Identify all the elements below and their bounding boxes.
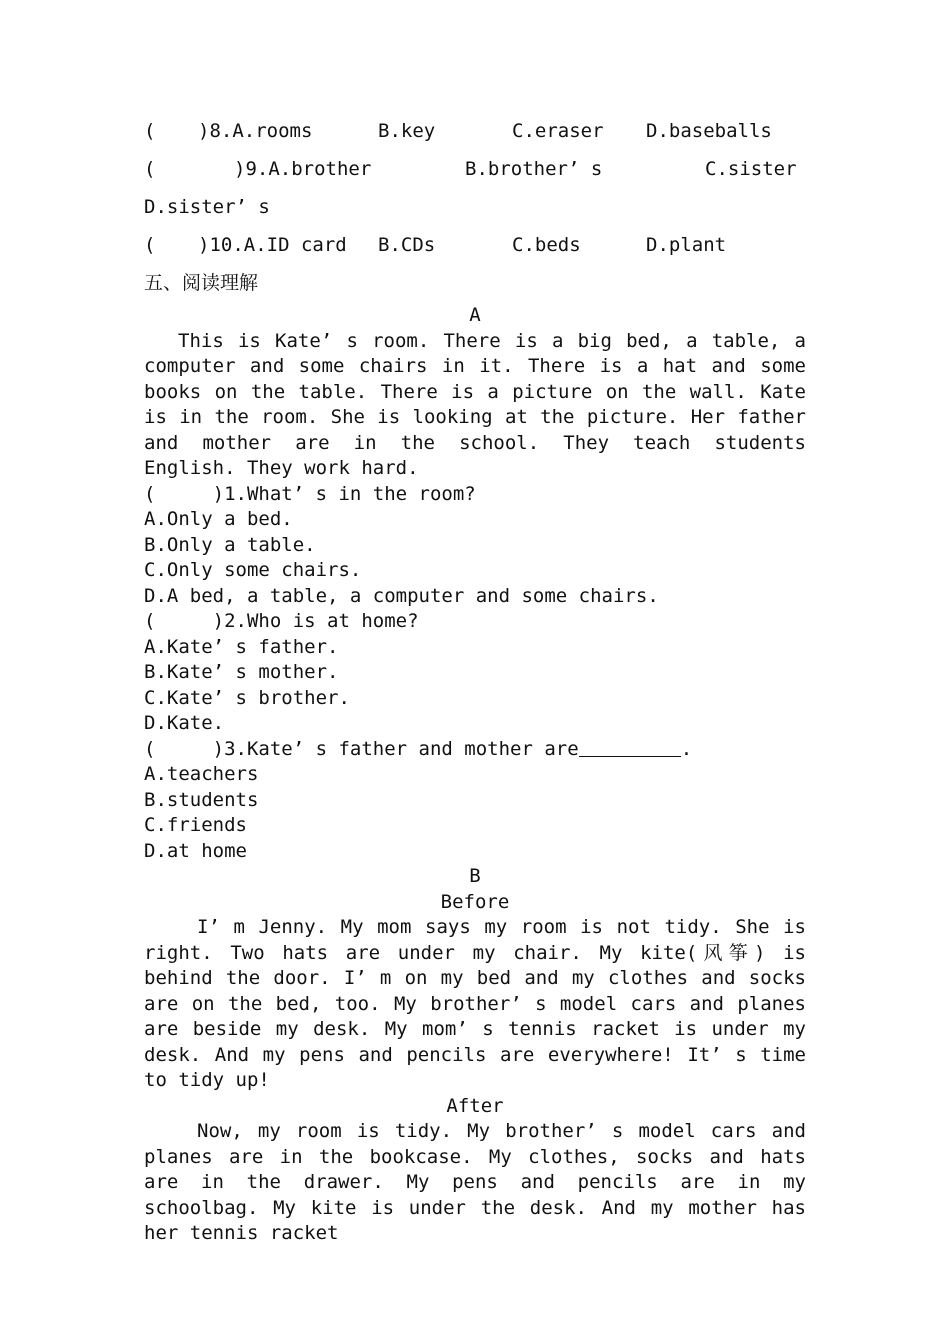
- question-1-option: C.Only some chairs.: [144, 559, 362, 581]
- question-1-option: B.Only a table.: [144, 533, 316, 556]
- section-title: 五、阅读理解: [144, 272, 259, 294]
- q8-option-c: C.eraser: [512, 120, 604, 142]
- question-3-option: D.at home: [144, 839, 247, 862]
- question-1-option: D.A bed, a table, a computer and some chairs.: [144, 584, 659, 607]
- answer-paren: (: [144, 120, 156, 142]
- question-9: [144, 150, 806, 188]
- question-2-stem: ( )2.Who is at home?: [144, 610, 419, 632]
- q10-option-d: D.plant: [646, 234, 727, 256]
- passage-b-label: B: [469, 865, 481, 887]
- question-1-stem: ( )1.What’ s in the room?: [144, 482, 476, 505]
- q9-option-d: D.sister’ s: [144, 196, 270, 218]
- worksheet-page: [144, 112, 806, 1247]
- q10-option-c: C.beds: [512, 234, 581, 256]
- question-8: [144, 112, 806, 150]
- passage-a-text: This is Kate’ s room. There is a big bed, a table, a computer and some chairs in it. There is a hat and some books on the table. There is a picture on the wall. Kate is in the room. She is looking at the picture. Her father and mother are in the school. They teach students English. They work hard.: [144, 329, 806, 479]
- q8-option-b: B.key: [378, 120, 436, 142]
- q9-option-c: C.sister: [705, 158, 797, 180]
- q9-option-a: )9.A.brother: [234, 158, 372, 180]
- answer-blank: [579, 738, 681, 757]
- question-1-option: A.Only a bed.: [144, 508, 293, 530]
- passage-a-label: A: [469, 304, 481, 326]
- after-title: After: [446, 1094, 504, 1117]
- q8-option-d: D.baseballs: [646, 120, 772, 142]
- q9-option-b: B.brother’ s: [465, 158, 603, 180]
- question-3-option: C.friends: [144, 814, 247, 836]
- q10-option-a: )10.A.ID card: [198, 234, 347, 256]
- question-3-option: B.students: [144, 788, 259, 811]
- before-text: I’ m Jenny. My mom says my room is not tidy. She is right. Two hats are under my chair. My kite(风筝) is behind the door. I’ m on my bed and my clothes and socks are on the bed, too. My brother’ s model cars and planes are beside my desk. My mom’ s tennis racket is under my desk. And my pens and pencils are everywhere! It’ s time to tidy up!: [144, 916, 806, 1091]
- q8-option-a: )8.A.rooms: [198, 120, 313, 142]
- question-3-option: A.teachers: [144, 763, 259, 785]
- before-title: Before: [440, 890, 510, 913]
- answer-paren: (: [144, 158, 156, 180]
- question-3-stem: ( )3.Kate’ s father and mother are .: [144, 737, 693, 760]
- answer-paren: (: [144, 234, 156, 256]
- question-2-option: A.Kate’ s father.: [144, 635, 339, 658]
- question-10: [144, 226, 806, 264]
- question-2-option: D.Kate.: [144, 712, 225, 734]
- question-2-option: C.Kate’ s brother.: [144, 686, 350, 709]
- after-text: Now, my room is tidy. My brother’ s model cars and planes are in the bookcase. My clothes, socks and hats are in the drawer. My pens and pencils are in my schoolbag. My kite is under the desk. And my mother has her tennis racket: [144, 1120, 806, 1244]
- question-2-option: B.Kate’ s mother.: [144, 661, 339, 683]
- q10-option-b: B.CDs: [378, 234, 436, 256]
